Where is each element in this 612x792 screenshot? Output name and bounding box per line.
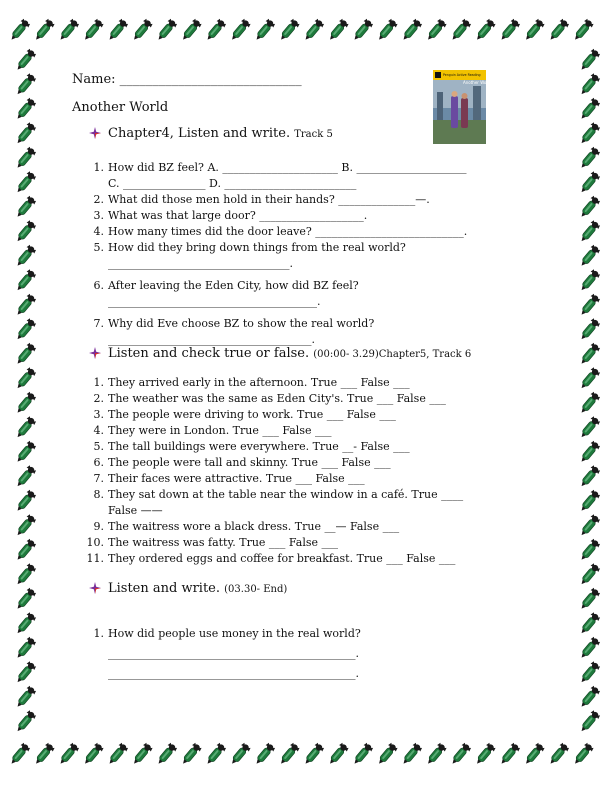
question-text: How did they bring down things from the real world?	[108, 241, 406, 254]
question-text: Their faces were attractive. True ___ False ___	[108, 472, 365, 485]
question-number: 6.	[93, 279, 104, 292]
name-field: Name: ____________________________	[72, 72, 302, 87]
cover-title-text: Another World	[463, 80, 492, 85]
section3-track: (03.30- End)	[224, 584, 288, 595]
cover-series-text: Penguin Active Reading	[443, 73, 481, 77]
question-number: 1.	[93, 161, 104, 174]
question-text: How did people use money in the real world?	[108, 627, 361, 640]
section3-title: Listen and write.	[108, 581, 221, 596]
question-text: What did those men hold in their hands? ______________—.	[108, 193, 430, 206]
question-number: 7.	[93, 472, 104, 485]
question-number: 3.	[93, 209, 104, 222]
question-number: 6.	[93, 456, 104, 469]
section2-heading	[108, 346, 471, 362]
answer-line: False ——	[108, 504, 163, 517]
book-cover-image	[433, 70, 492, 144]
answer-line: _____________________________________.	[108, 333, 315, 346]
question-number: 1.	[93, 627, 104, 640]
question-text: What was that large door? ___________________.	[108, 209, 368, 222]
question-text: They ordered eggs and coffee for breakfast. True ___ False ___	[108, 552, 456, 565]
section-bullet-icon	[89, 582, 101, 594]
question-text: After leaving the Eden City, how did BZ feel?	[108, 279, 359, 292]
question-text: They were in London. True ___ False ___	[108, 424, 332, 437]
question-text: The waitress was fatty. True ___ False ___	[108, 536, 339, 549]
question-number: 10.	[86, 536, 104, 549]
question-number: 4.	[93, 225, 104, 238]
section2-title: Listen and check true or false.	[108, 346, 310, 361]
question-number: 2.	[93, 193, 104, 206]
question-number: 7.	[93, 317, 104, 330]
question-number: 8.	[93, 488, 104, 501]
question-number: 2.	[93, 392, 104, 405]
page-title: Another World	[72, 100, 169, 115]
answer-line: _____________________________________________.	[108, 667, 359, 680]
question-text: The waitress wore a black dress. True __— False ___	[108, 520, 400, 533]
question-text: They sat down at the table near the window in a café. True ____	[108, 488, 464, 501]
question-text: The people were driving to work. True ___ False ___	[108, 408, 396, 421]
question-text: They arrived early in the afternoon. True ___ False ___	[108, 376, 410, 389]
answer-line: C. _______________ D. ________________________	[108, 177, 357, 190]
answer-line: _____________________________________________.	[108, 647, 359, 660]
answer-line: ______________________________________.	[108, 295, 321, 308]
question-number: 4.	[93, 424, 104, 437]
question-number: 3.	[93, 408, 104, 421]
question-number: 5.	[93, 440, 104, 453]
question-text: How many times did the door leave? ___________________________.	[108, 225, 468, 238]
section1-title: Chapter4, Listen and write.	[108, 126, 291, 141]
question-text: Why did Eve choose BZ to show the real world?	[108, 317, 375, 330]
section3-heading	[108, 581, 287, 597]
section2-track: (00:00- 3.29)Chapter5, Track 6	[313, 349, 472, 360]
question-text: The people were tall and skinny. True ___ False ___	[108, 456, 391, 469]
section1-track: Track 5	[294, 129, 333, 140]
question-number: 9.	[93, 520, 104, 533]
question-number: 5.	[93, 241, 104, 254]
question-number: 11.	[86, 552, 104, 565]
answer-line: _________________________________.	[108, 257, 293, 270]
section-bullet-icon	[89, 127, 101, 139]
question-text: The tall buildings were everywhere. True __- False ___	[108, 440, 410, 453]
question-text: How did BZ feel? A. _____________________ B. ____________________	[108, 161, 467, 174]
question-number: 1.	[93, 376, 104, 389]
question-text: The weather was the same as Eden City's. True ___ False ___	[108, 392, 446, 405]
section1-heading	[108, 126, 333, 142]
section-bullet-icon	[89, 347, 101, 359]
